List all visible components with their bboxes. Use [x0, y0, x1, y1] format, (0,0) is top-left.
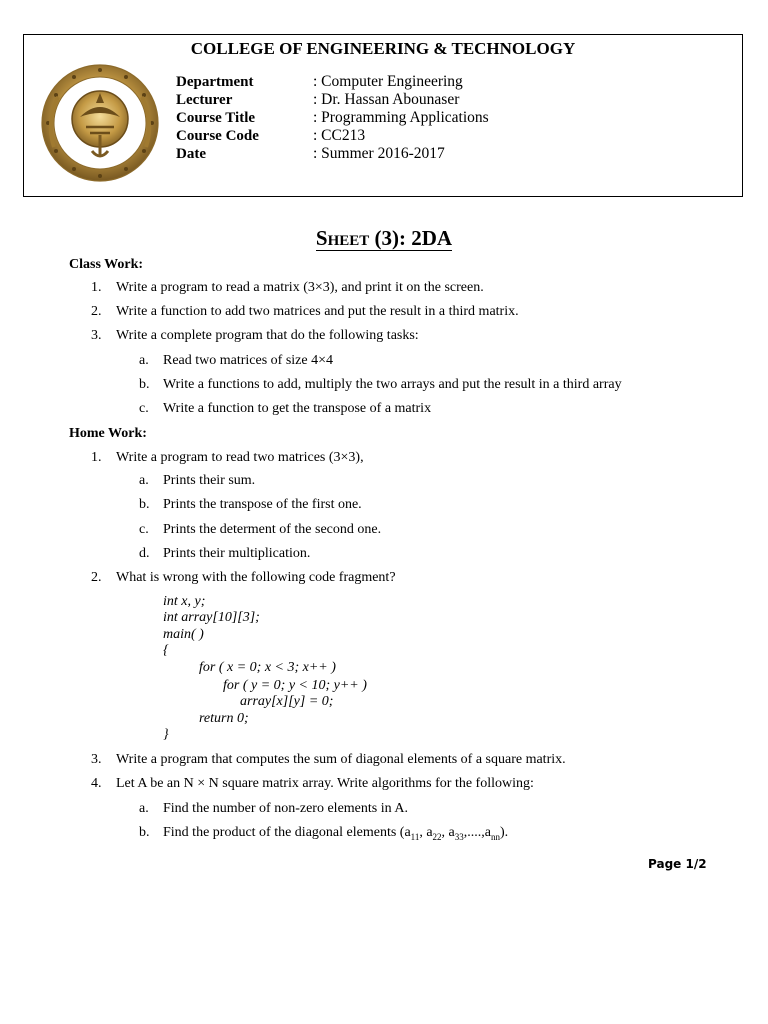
department-label: Department	[176, 74, 254, 90]
homework-4-sub-b: Find the product of the diagonal elements ($a_{11}$, $a_{22}$, $a_{33},....,a_{nn}$).	[163, 825, 509, 842]
date-value: : Summer 2016-2017	[313, 145, 445, 162]
code-line-8: return 0;	[199, 711, 249, 726]
homework-item-1-num: 1.	[91, 450, 102, 465]
course-code-label: Course Code	[176, 128, 259, 144]
homework-item-3-num: 3.	[91, 752, 102, 767]
code-line-5: for ( x = 0; x < 3; x++ )	[199, 660, 336, 675]
homework-sub-a: Prints their sum.	[163, 473, 256, 488]
code-line-9: }	[163, 727, 169, 742]
classwork-item-3: Write a complete program that do the following tasks:	[116, 328, 419, 343]
homework-4-sub-a: Find the number of non-zero elements in A.	[163, 801, 408, 816]
code-line-2: int array[10][3];	[163, 610, 260, 625]
code-line-6: for ( y = 0; y < 10; y++ )	[223, 678, 367, 693]
sheet-title-rest: (3): 2DA	[369, 226, 453, 250]
classwork-sub-b: Write a functions to add, multiply the two arrays and put the result in a third array	[163, 377, 622, 392]
page-number: Page 1/2	[648, 857, 707, 871]
classwork-item-2: Write a function to add two matrices and put the result in a third matrix.	[116, 304, 519, 319]
homework-item-1: Write a program to read two matrices (3×3),	[116, 450, 364, 465]
homework-sub-b: Prints the transpose of the first one.	[163, 497, 362, 512]
homework-sub-d: Prints their multiplication.	[163, 546, 311, 561]
homework-heading: Home Work:	[69, 426, 147, 441]
department-value: : Computer Engineering	[313, 73, 463, 90]
code-line-1: int x, y;	[163, 594, 206, 609]
homework-4-sub-b-letter: b.	[139, 825, 150, 840]
college-seal-logo	[36, 57, 164, 187]
sheet-title	[0, 226, 768, 251]
homework-sub-c-letter: c.	[139, 522, 149, 537]
code-line-4: {	[163, 643, 169, 658]
classwork-item-2-num: 2.	[91, 304, 102, 319]
classwork-item-3-num: 3.	[91, 328, 102, 343]
date-label: Date	[176, 146, 206, 162]
classwork-sub-c: Write a function to get the transpose of a matrix	[163, 401, 432, 416]
classwork-heading: Class Work:	[69, 257, 144, 272]
classwork-sub-c-letter: c.	[139, 401, 149, 416]
homework-item-3: Write a program that computes the sum of diagonal elements of a square matrix.	[116, 752, 566, 767]
classwork-sub-b-letter: b.	[139, 377, 150, 392]
homework-sub-b-letter: b.	[139, 497, 150, 512]
lecturer-label: Lecturer	[176, 92, 233, 108]
homework-sub-d-letter: d.	[139, 546, 150, 561]
college-name: COLLEGE OF ENGINEERING & TECHNOLOGY	[190, 39, 576, 58]
classwork-sub-a-letter: a.	[139, 353, 149, 368]
lecturer-value: : Dr. Hassan Abounaser	[313, 91, 460, 108]
homework-4-sub-a-letter: a.	[139, 801, 149, 816]
code-line-7: array[x][y] = 0;	[240, 694, 334, 709]
homework-item-4-num: 4.	[91, 776, 102, 791]
homework-sub-c: Prints the determent of the second one.	[163, 522, 382, 537]
course-title-label: Course Title	[176, 110, 256, 126]
sheet-title-prefix: Sheet	[315, 226, 370, 250]
homework-item-2-num: 2.	[91, 570, 102, 585]
course-code-value: : CC213	[313, 127, 366, 144]
classwork-sub-a: Read two matrices of size 4×4	[163, 353, 334, 368]
code-line-3: main( )	[163, 627, 204, 642]
header-box	[23, 34, 743, 197]
classwork-item-1-num: 1.	[91, 280, 102, 295]
homework-item-2: What is wrong with the following code fragment?	[116, 570, 396, 585]
homework-sub-a-letter: a.	[139, 473, 149, 488]
homework-item-4: Let A be an N × N square matrix array. Write algorithms for the following:	[116, 776, 534, 791]
classwork-item-1: Write a program to read a matrix (3×3), and print it on the screen.	[116, 280, 484, 295]
course-title-value: : Programming Applications	[313, 109, 489, 126]
